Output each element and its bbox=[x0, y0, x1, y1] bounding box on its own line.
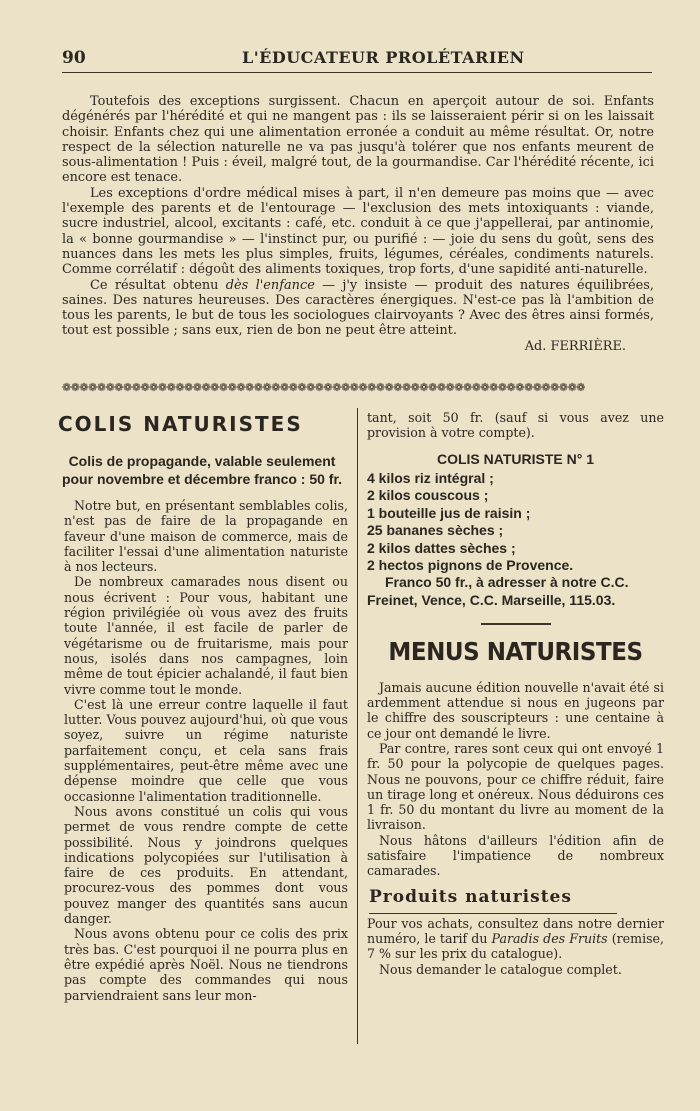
right-column bbox=[367, 410, 664, 977]
colis-item: 25 bananes sèches ; bbox=[367, 522, 504, 539]
body-paragraph: Nous hâtons d'ailleurs l'édition afin de satisfaire l'impatience de nombreux camarades. bbox=[367, 832, 664, 879]
column-rule bbox=[357, 408, 358, 1044]
author-signature: Ad. FERRIÈRE. bbox=[524, 338, 626, 354]
colis-body bbox=[64, 498, 348, 1003]
colis-list-title: COLIS NATURISTE N° 1 bbox=[436, 450, 594, 467]
text-run: (remise, 7 % sur les prix du catalogue). bbox=[367, 930, 665, 962]
colis-item: 4 kilos riz intégral ; bbox=[367, 470, 494, 486]
body-paragraph: Jamais aucune édition nouvelle n'avait été si ardemment attendue si nous en jugeons par le chiffre des souscripteurs : une centaine à ce jour ont demandé le livre. bbox=[367, 679, 664, 741]
body-paragraph: C'est là une erreur contre laquelle il faut lutter. Vous pouvez aujourd'hui, où que vous soyez, suivre un régime naturiste parfaitement conçu, et cela sans frais supplémentaires, peut-être même avec une dépense moindre que celle que vous occasionne l'alimentation traditionnelle. bbox=[64, 696, 348, 804]
body-paragraph: De nombreux camarades nous disent ou nous écrivent : Pour vous, habitant une région privilégiée où vous avez des fruits toute l'année, il est facile de parler de végétarisme ou de fruitarisme, mais pour nous, isolés dans nos campagnes, loin même de tout épicier achalandé, il faut bien vivre comme tout le monde. bbox=[64, 574, 348, 697]
page-header bbox=[62, 46, 652, 73]
body-paragraph bbox=[367, 916, 664, 962]
colis-item: 2 hectos pignons de Provence. bbox=[367, 557, 574, 574]
intro-paragraph: Les exceptions d'ordre médical mises à part, il n'en demeure pas moins que — avec l'exemple des parents et de l'entourage — l'exclusion des mets intoxiquants : viande, sucre industriel, alcool, excitants : café, etc. conduit à ce que j'appellerai, par antinomie, la « bonne gourmandise » — l'instinct pur, ou purifié : — joie du sens du goût, sens des nuances dans les mets les plus simples, fruits, légumes, céréales, condiments naturels. Comme corrélatif : dégoût des aliments toxiques, trop forts, d'une sapidité anti-naturelle. bbox=[62, 185, 654, 278]
menus-section-title: MENUS NATURISTES bbox=[388, 636, 643, 666]
colis-subheading: Colis de propagande, valable seulement pour novembre et décembre franco : 50 fr. bbox=[61, 453, 343, 487]
colis-item: 1 bouteille jus de raisin ; bbox=[367, 504, 531, 521]
colis-address bbox=[367, 574, 664, 609]
body-paragraph: Notre but, en présentant semblables colis, n'est pas de faire de la propagande en faveur d'une maison de commerce, mais de faciliter l'essai d'une alimentation naturiste à nos lecteurs. bbox=[64, 498, 348, 575]
colis-item: 2 kilos dattes sèches ; bbox=[367, 539, 516, 556]
continuation-text bbox=[367, 410, 664, 441]
intro-paragraph: Toutefois des exceptions surgissent. Chacun en aperçoit autour de soi. Enfants dégénérés par l'hérédité et qui ne mangent pas : ils se laisseraient périr si on les laissait choisir. Enfants chez qui une alimentation erronée a conduit au même résultat. Or, notre respect de la sélection naturelle ne va pas jusqu'à tolérer que nos enfants meurent de sous-alimentation ! Puis : éveil, malgré tout, de la gourmandise. Car l'hérédité récente, ici encore est tenace. bbox=[62, 94, 654, 186]
body-paragraph: Nous avons constitué un colis qui vous permet de vous rendre compte de cette possibilité. Nous y joindrons quelques indications polycopiées sur l'utilisation à faire de ces produits. En attendant, procurez-vous des pommes dont vous pouvez manger des quantités sans aucun danger. bbox=[64, 803, 348, 927]
body-paragraph: Nous demander le catalogue complet. bbox=[379, 961, 622, 977]
colis-item: 2 kilos couscous ; bbox=[367, 487, 489, 504]
signature-line bbox=[62, 339, 654, 354]
italic-text-run: Paradis des Fruits bbox=[491, 930, 608, 946]
address-text: Franco 50 fr., à adresser à notre C.C. Freinet, Vence, C.C. Marseille, 115.03. bbox=[367, 574, 629, 608]
menus-body bbox=[367, 680, 664, 879]
italic-text-run: dès l'enfance bbox=[225, 277, 315, 293]
produits-body bbox=[367, 916, 664, 977]
left-column bbox=[56, 408, 348, 1003]
section-rule bbox=[481, 623, 551, 625]
page-number: 90 bbox=[62, 48, 86, 68]
text-run: Ce résultat obtenu bbox=[90, 277, 226, 293]
body-paragraph: Par contre, rares sont ceux qui ont envoyé 1 fr. 50 pour la polycopie de quelques pages. Nous ne pouvons, pour ce chiffre réduit, faire un tirage long et onéreux. Nous déduirons ces 1 fr. 50 du montant du livre au moment de la livraison. bbox=[367, 740, 664, 833]
colis-list-block bbox=[367, 451, 664, 610]
ornamental-divider: ❁❁❁❁❁❁❁❁❁❁❁❁❁❁❁❁❁❁❁❁❁❁❁❁❁❁❁❁❁❁❁❁❁❁❁❁❁❁❁❁❁❁❁❁❁❁❁❁❁❁❁❁❁❁❁❁❁❁❁❁ bbox=[62, 381, 586, 394]
intro-article bbox=[62, 94, 654, 354]
body-paragraph: tant, soit 50 fr. (sauf si vous avez une provision à votre compte). bbox=[367, 410, 664, 441]
colis-section-title: COLIS NATURISTES bbox=[58, 412, 303, 436]
text-run: — j'y insiste — produit des natures équilibrées, saines. Des natures heureuses. Des caractères énergiques. N'est-ce pas là l'ambition de tous les parents, le but de tous les sociologues clairvoyants ? Avec des êtres ainsi formés, tout est possible ; sans eux, rien de bon ne peut être atteint. bbox=[62, 277, 654, 339]
text-run: Pour vos achats, consultez dans notre dernier numéro, le tarif du bbox=[367, 915, 664, 946]
body-paragraph: Nous avons obtenu pour ce colis des prix très bas. C'est pourquoi il ne pourra plus en être expédié après Noël. Nous ne tiendrons pas compte des commandes qui nous parviendraient sans leur mon- bbox=[64, 926, 348, 1003]
produits-section-title: Produits naturistes bbox=[369, 887, 617, 914]
journal-title: L'ÉDUCATEUR PROLÉTARIEN bbox=[242, 48, 525, 67]
intro-paragraph-last bbox=[62, 278, 654, 339]
